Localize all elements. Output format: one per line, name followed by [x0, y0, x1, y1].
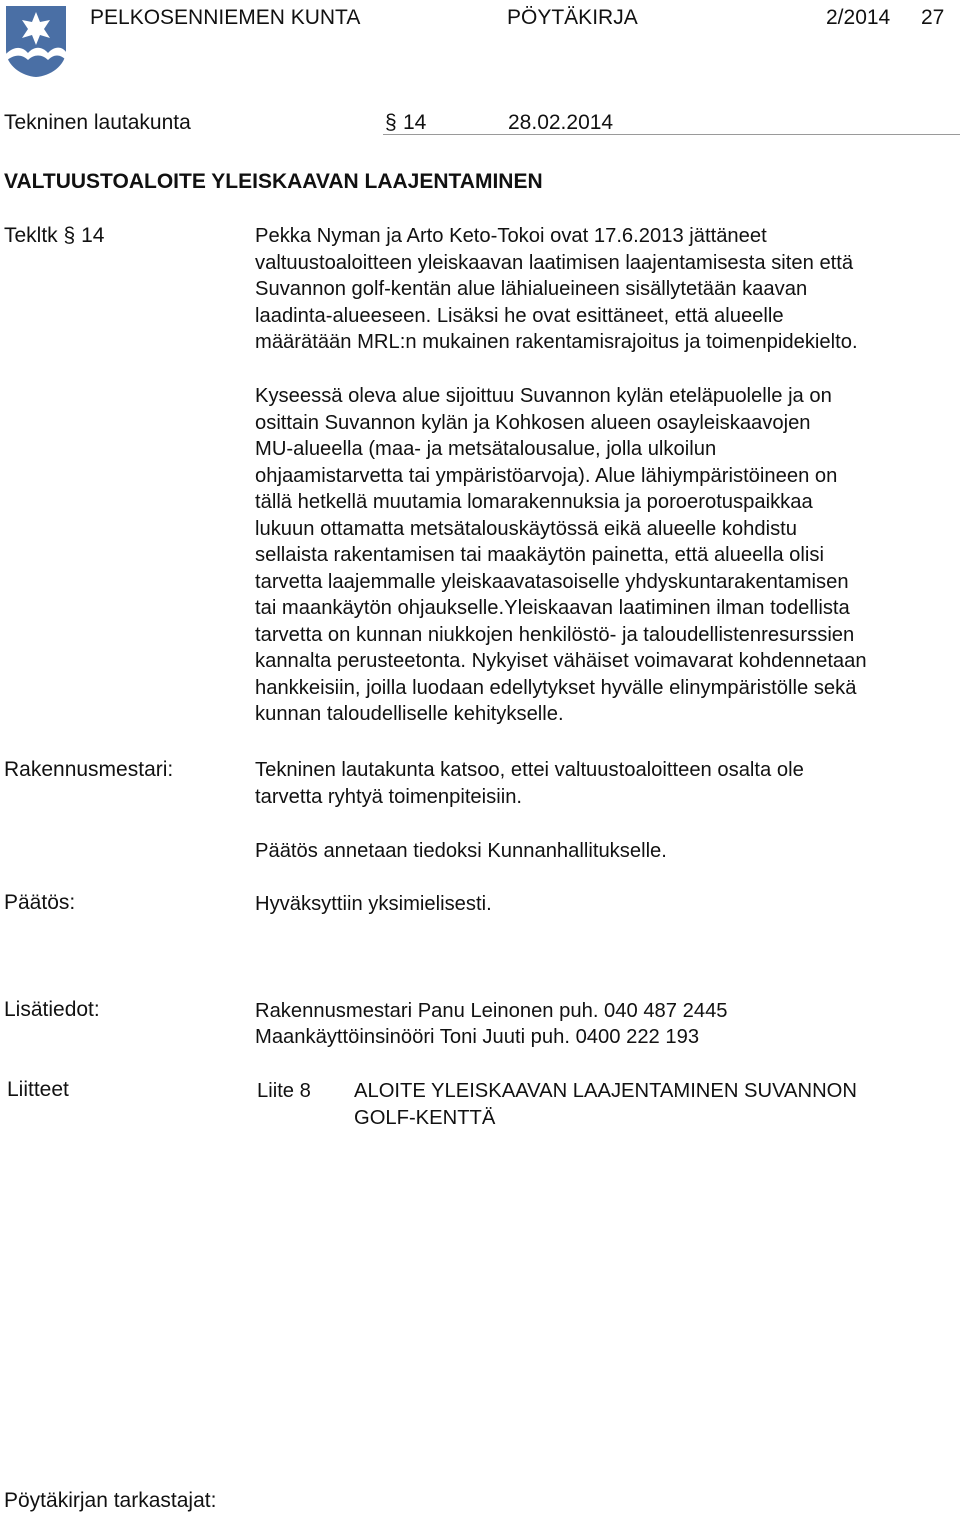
- decision-text: Hyväksyttiin yksimielisesti.: [255, 893, 492, 915]
- attachments-label: Liitteet: [7, 1078, 69, 1101]
- proposal-label: Rakennusmestari:: [4, 758, 174, 781]
- header-divider: [383, 134, 960, 135]
- case-paragraph-1: Pekka Nyman ja Arto Keto-Tokoi ovat 17.6.2013 jättäneet valtuustoaloitteen yleiskaavan laatimisen laajentamisesta siten että Suvannon golf-kentän alue lähialueineen sisällytetään kaavan laadinta-alueeseen. Lisäksi he ovat esittäneet, että alueelle määrätään MRL:n mukainen rakentamisrajoitus ja toimenpidekielto.: [255, 225, 858, 353]
- proposal-text: Tekninen lautakunta katsoo, ettei valtuustoaloitteen osalta ole tarvetta ryhtyä toimenpiteisiin.: [255, 759, 804, 808]
- case-label-number: 14: [81, 224, 105, 247]
- document-type: PÖYTÄKIRJA: [507, 6, 638, 29]
- attachment-title: ALOITE YLEISKAAVAN LAAJENTAMINEN SUVANNON GOLF-KENTTÄ: [354, 1080, 857, 1129]
- issue-number: 2/2014: [826, 6, 891, 29]
- section-symbol: §: [385, 111, 397, 134]
- case-label-prefix: Tekltk: [4, 224, 58, 247]
- case-paragraph-2: Kyseessä oleva alue sijoittuu Suvannon kylän eteläpuolelle ja on osittain Suvannon kylän ja Kohkosen alueen osayleiskaavojen MU-alueella (maa- ja metsätalousalue, jolla ulkoilun ohjaamistarvetta tai ympäristöarvoja). Alue lähiympäristöineen on tällä hetkellä muutamia lomarakennuksia ja poroerotuspaikkaa lukuun ottamatta metsätalouskäytössä eikä alueelle kohdistu sellaista rakentamisen tai maakäytön painetta, että alueella olisi tarvetta laajemmalle yleiskaavatasoiselle yhdyskuntarakentamisen tai maankäytön ohjaukselle.Yleiskaavan laatiminen ilman todellista tarvetta on kunnan niukkojen henkilöstö- ja taloudellistenresurssien kannalta perusteetonta. Nykyiset vähäiset voimavarat kohdennetaan hankkeisiin, joilla luodaan edellytykset hyvälle elinympäristölle sekä kunnan taloudelliselle kehitykselle.: [255, 385, 867, 725]
- proposal-notice: Päätös annetaan tiedoksi Kunnanhallitukselle.: [255, 840, 667, 862]
- info-line-2: Maankäyttöinsinööri Toni Juuti puh. 0400 222 193: [255, 1026, 700, 1048]
- case-label-symbol: §: [63, 224, 76, 247]
- decision-label: Päätös:: [4, 891, 76, 914]
- municipal-crest-icon: [4, 4, 68, 78]
- case-label: [4, 224, 104, 248]
- section-number: 14: [403, 111, 427, 134]
- page-number: 27: [921, 6, 945, 29]
- checkers-label: Pöytäkirjan tarkastajat:: [4, 1489, 217, 1512]
- attachment-number: Liite 8: [257, 1080, 311, 1102]
- info-line-1: Rakennusmestari Panu Leinonen puh. 040 487 2445: [255, 1000, 728, 1022]
- organization-name: PELKOSENNIEMEN KUNTA: [90, 6, 361, 29]
- meeting-date: 28.02.2014: [508, 111, 614, 134]
- meeting-body: Tekninen lautakunta: [4, 111, 191, 134]
- info-label: Lisätiedot:: [4, 998, 100, 1021]
- case-title: VALTUUSTOALOITE YLEISKAAVAN LAAJENTAMINEN: [4, 170, 543, 193]
